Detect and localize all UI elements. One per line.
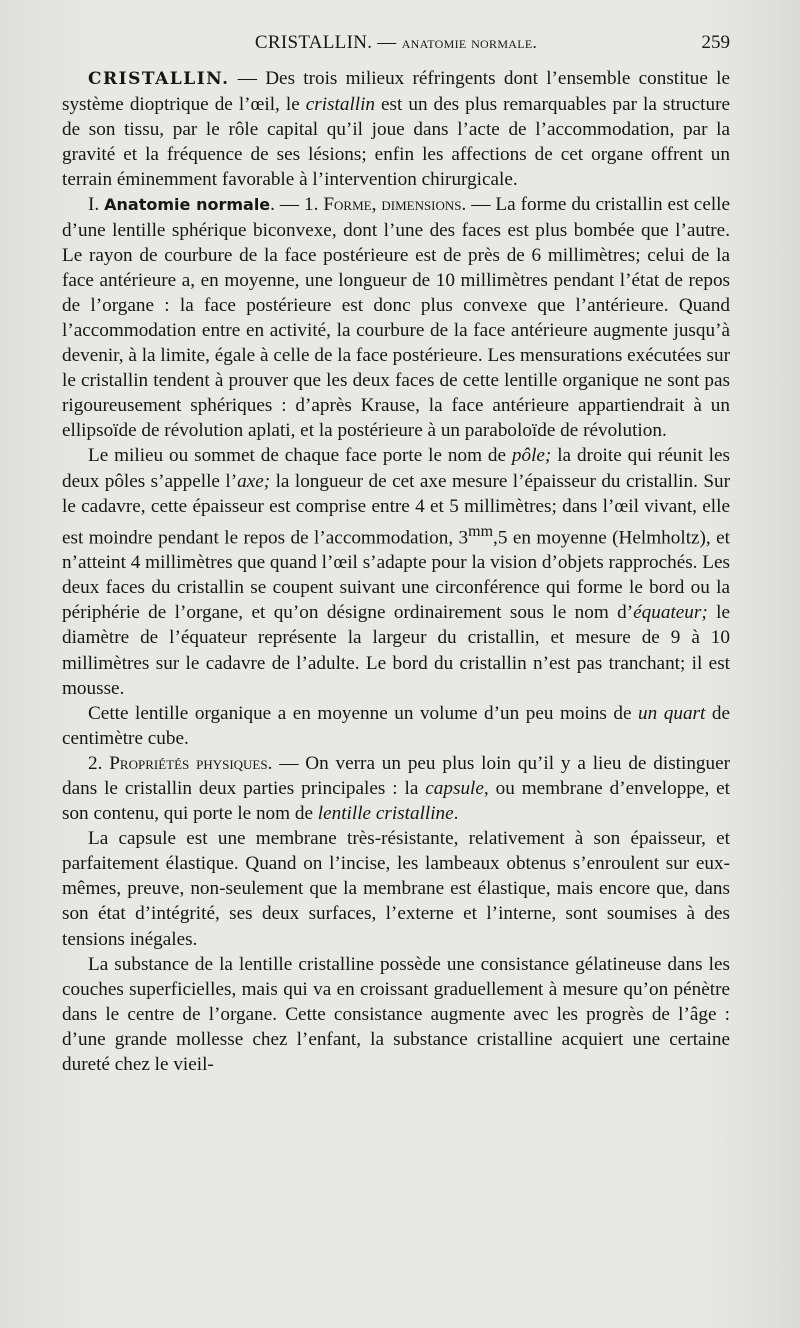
text-run: — Des trois milieux réfringents dont l’ensemble constitue le système dioptrique de l’œil, le [62, 68, 730, 116]
text-run: Le milieu ou sommet de chaque face porte le nom de [88, 445, 512, 467]
running-title-main: CRISTALLIN. — [254, 32, 397, 53]
subsection-heading: Forme, dimensions [323, 194, 462, 216]
text-run: , ou membrane d’enveloppe, et son contenu, qui porte le nom de [62, 778, 730, 825]
italic-term: axe; [237, 470, 271, 492]
paragraph-anatomy [62, 192, 730, 443]
text-run: le diamètre de l’équateur représente la largeur du cristallin, et mesure de 9 à 10 millimètres sur le cadavre de l’adulte. Le bord du cristallin n’est pas tranchant; il est mousse. [62, 602, 730, 699]
text-run: la longueur de cet axe mesure l’épaisseur du cristallin. Sur le cadavre, cette épaisseur est comprise entre 4 et 5 millimètres; dans l’œil vivant, elle est moindre pendant le repos de l’accommodation, 3 [62, 470, 731, 549]
paragraph-poles [62, 443, 730, 700]
text-run: La capsule est une membrane très-résistante, relativement à son épaisseur, et parfaitement élastique. Quand on l’incise, les lambeaux obtenus s’enroulent sur eux-mêmes, preuve, non-seulement que la membrane est élastique, mais encore que, dans son état d’intégrité, ses deux surfaces, l’externe et l’interne, sont soumises à des tensions inégales. [62, 828, 730, 950]
text-run: 2. [88, 752, 110, 774]
text-run: . — On verra un peu plus loin qu’il y a lieu de distinguer dans le cristallin deux parties principales : la [62, 752, 731, 800]
running-title-sub: anatomie normale. [401, 33, 538, 52]
running-title [62, 32, 730, 54]
entry-title: CRISTALLIN. [88, 69, 230, 89]
italic-term: capsule [425, 778, 484, 800]
section-heading: Anatomie normale [104, 195, 271, 215]
paragraph-capsule [62, 826, 730, 951]
text-run: de centimètre cube. [62, 702, 730, 749]
italic-term: équateur; [633, 602, 708, 624]
text-run: la droite qui réunit les deux pôles s’appelle l’ [62, 445, 730, 492]
text-run: ,5 en moyenne (Helmholtz), et n’atteint 4 millimètres que quand l’œil s’adapte pour la vision d’objets rapprochés. Les deux faces du cristallin se coupent suivant une circonférence qui forme le bord ou la périphérie de l’organe, et qu’on désigne ordinairement sous le nom d’ [62, 527, 730, 624]
superscript-unit: mm [468, 522, 494, 540]
italic-term: lentille cristalline [317, 803, 454, 825]
text-run: La substance de la lentille cristalline possède une consistance gélatineuse dans les couches superficielles, mais qui va en croissant graduellement à mesure qu’on pénètre dans le centre de l’organe. Cette consistance augmente avec les progrès de l’âge : d’une grande mollesse chez l’enfant, la substance cristalline acquiert une certaine dureté chez le vieil- [62, 953, 730, 1076]
text-run: . — 1. [270, 194, 324, 216]
italic-term: cristallin [305, 94, 376, 116]
italic-term: pôle; [511, 445, 552, 467]
subsection-heading: Propriétés physiques [109, 752, 268, 774]
paragraph-intro [62, 66, 730, 192]
section-number: I. [88, 194, 105, 216]
paragraph-volume [62, 701, 730, 751]
page-number: 259 [701, 32, 730, 53]
paragraph-properties [62, 751, 730, 826]
paragraph-substance [62, 952, 730, 1077]
article-body [62, 66, 730, 1077]
text-run: . [453, 803, 459, 825]
text-run: est un des plus remarquables par la structure de son tissu, par le rôle capital qu’il joue dans l’acte de l’accommodation, par la gravité et la fréquence de ses lésions; enfin les affections de cet organe offrent un terrain éminemment favorable à l’intervention chirurgicale. [62, 94, 730, 191]
text-run: Cette lentille organique a en moyenne un volume d’un peu moins de [88, 702, 639, 724]
running-header [62, 32, 730, 58]
text-run: . — La forme du cristallin est celle d’une lentille sphérique biconvexe, dont l’une des faces est plus bombée que l’autre. Le rayon de courbure de la face postérieure est de près de 6 millimètres; celui de la face antérieure a, en moyenne, une longueur de 10 millimètres pendant l’état de repos de l’organe : la face postérieure est donc plus convexe que l’antérieure. Quand l’accommodation entre en activité, la courbure de la face antérieure augmente jusqu’à devenir, à la limite, égale à celle de la face postérieure. Les mensurations exécutées sur le cristallin tendent à prouver que les deux faces de cette lentille organique ne sont pas rigoureusement sphériques : d’après Krause, la face antérieure appartiendrait à un ellipsoïde de révolution aplati, et la postérieure à un paraboloïde de révolution. [62, 194, 731, 442]
italic-term: un quart [638, 702, 706, 724]
